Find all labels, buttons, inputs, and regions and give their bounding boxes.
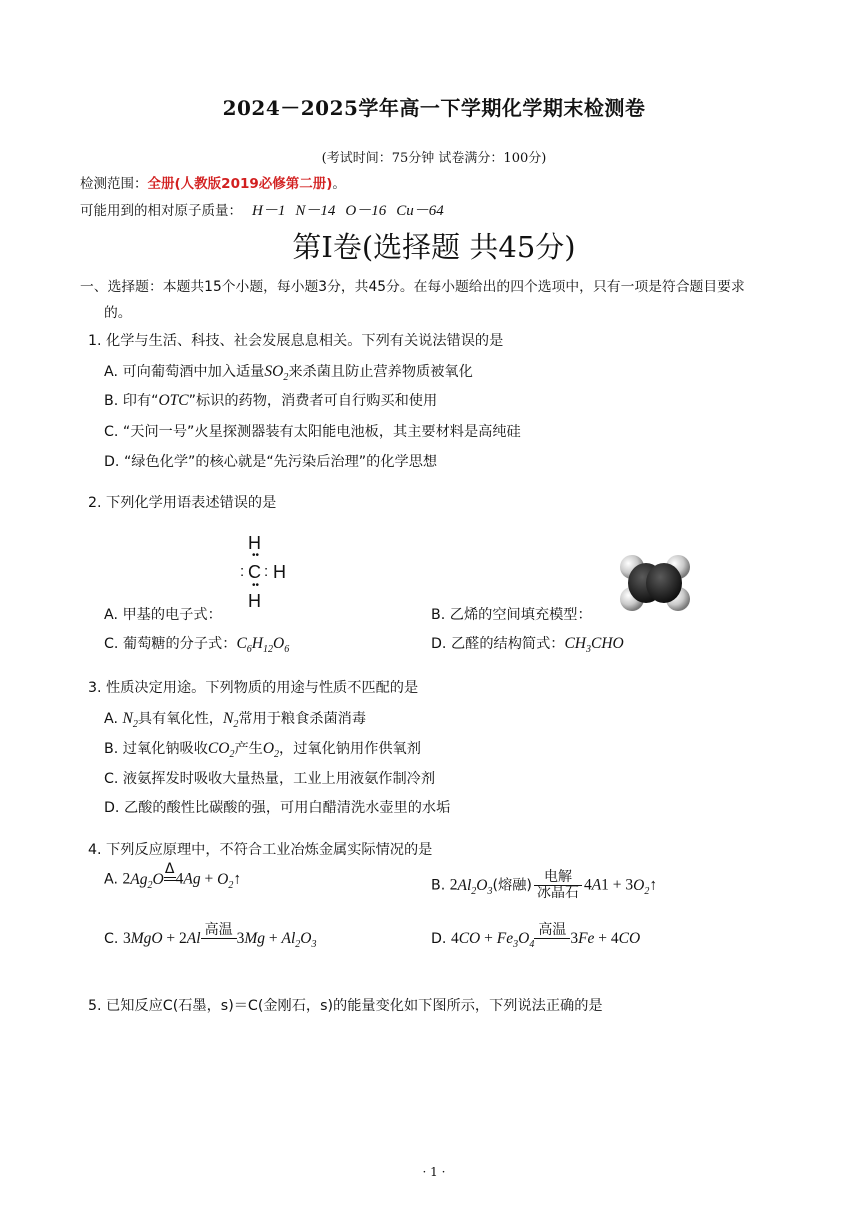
scope-value: 全册(人教版2019必修第二册)	[147, 176, 333, 192]
q4-b-molten: (熔融)	[492, 877, 532, 894]
section-instructions-cont: 的。	[104, 305, 132, 321]
lewis-dots-left: :	[240, 563, 245, 580]
q4-a-label: A.	[104, 871, 123, 888]
q1-option-c: C. “天问一号”火星探测器装有太阳能电池板，其主要材料是高纯硅	[104, 424, 521, 440]
q1-b-text: B. 印有“	[104, 393, 159, 409]
page-number: · 1 ·	[422, 1165, 446, 1179]
q4-stem: 4. 下列反应原理中，不符合工业冶炼金属实际情况的是	[88, 842, 433, 858]
cryolite-label: 冰晶石	[536, 885, 579, 901]
q3-stem: 3. 性质决定用途。下列物质的用途与性质不匹配的是	[88, 680, 419, 696]
q4-option-c: C. 3MgO + 2Al 高温 $3Mg + Al_2O_3$	[104, 922, 317, 951]
exam-subtitle: (考试时间：75分钟 试卷满分：100分)	[321, 151, 547, 166]
mass-o: O－16	[345, 203, 387, 219]
q3-option-d: D. 乙酸的酸性比碳酸的强，可用白醋清洗水壶里的水垢	[104, 800, 451, 816]
delta-symbol: Δ	[164, 861, 175, 877]
lewis-dots-bottom: ••	[252, 580, 260, 591]
scope-end: 。	[332, 176, 346, 192]
q4-c-label: C.	[104, 931, 123, 947]
q3-b-text: B. 过氧化钠吸收	[104, 741, 208, 757]
q3-option-c: C. 液氨挥发时吸收大量热量，工业上用液氨作制冷剂	[104, 771, 436, 787]
q1-option-a: A. 可向葡萄酒中加入适量$SO_2$来杀菌且防止营养物质被氧化	[104, 363, 473, 384]
mass-label: 可能用到的相对原子质量：	[80, 203, 242, 219]
part-title: 第I卷(选择题 共45分)	[292, 230, 576, 264]
q4-option-d: D. $4CO + Fe_3O_4$ 高温 3Fe + 4CO	[431, 922, 641, 951]
q1-a-text-end: 来杀菌且防止营养物质被氧化	[288, 364, 473, 380]
lewis-dots-right: :	[264, 563, 269, 580]
q1-b-otc: OTC	[158, 392, 189, 409]
scope-line	[80, 172, 346, 192]
mass-h: H－1	[252, 203, 286, 219]
lewis-h-bottom: H	[248, 591, 261, 611]
mass-cu: Cu－64	[396, 203, 444, 219]
section-instructions: 一、选择题：本题共15个小题，每小题3分，共45分。在每小题给出的四个选项中，只有一项是符合题目要求	[80, 279, 745, 295]
mass-n: N－14	[295, 203, 336, 219]
q2-option-c: C. 葡萄糖的分子式：$C_6H_{12}O_6$	[104, 635, 290, 656]
q2-option-a: A. 甲基的电子式：	[104, 607, 222, 623]
electrolysis-label: 电解	[543, 869, 572, 885]
q3-option-a: A. $N_2$具有氧化性，$N_2$常用于粮食杀菌消毒	[104, 710, 367, 731]
lewis-c: C	[248, 562, 261, 582]
q3-b-text-end: ，过氧化钠用作供氧剂	[279, 741, 421, 757]
methyl-lewis-structure	[238, 533, 308, 615]
q1-option-d: D. “绿色化学”的核心就是“先污染后治理”的化学思想	[104, 454, 438, 470]
q1-a-text: A. 可向葡萄酒中加入适量	[104, 364, 265, 380]
atomic-mass-line	[80, 199, 444, 220]
lewis-h-right: H	[273, 562, 286, 582]
high-temp-label: 高温	[204, 922, 233, 938]
q2-d-text: D. 乙醛的结构简式：	[431, 636, 565, 652]
q2-stem: 2. 下列化学用语表述错误的是	[88, 495, 277, 511]
lewis-dots-top: ••	[252, 550, 260, 561]
q3-a-text-end: 常用于粮食杀菌消毒	[238, 711, 367, 727]
q4-d-label: D.	[431, 931, 451, 947]
ethylene-space-filling-model	[612, 552, 698, 614]
q4-b-label: B.	[431, 877, 450, 894]
q1-stem: 1. 化学与生活、科技、社会发展息息相关。下列有关说法错误的是	[88, 333, 504, 349]
high-temp-label-2: 高温	[538, 922, 567, 938]
q3-b-mid: 产生	[234, 741, 263, 757]
q1-option-b	[104, 390, 437, 410]
q3-option-b: B. 过氧化钠吸收$CO_2$产生$O_2$，过氧化钠用作供氧剂	[104, 740, 421, 761]
exam-title: 2024－2025学年高一下学期化学期末检测卷	[222, 96, 646, 120]
q2-c-text: C. 葡萄糖的分子式：	[104, 636, 237, 652]
q2-option-b: B. 乙烯的空间填充模型：	[431, 607, 592, 623]
q4-option-a: A. $2Ag_2O$ Δ $4Ag + O_2↑$	[104, 861, 242, 891]
q2-option-d: D. 乙醛的结构简式：$CH_3CHO$	[431, 635, 624, 656]
q4-option-b: B. $2Al_2O_3$(熔融) 电解 冰晶石 $4A1 + 3O_2↑$	[431, 869, 658, 901]
lewis-h-top: H	[248, 533, 261, 553]
q5-stem: 5. 已知反应C(石墨，s)＝C(金刚石，s)的能量变化如下图所示，下列说法正确的是	[88, 998, 603, 1014]
q1-b-text-end: ”标识的药物，消费者可自行购买和使用	[188, 393, 438, 409]
scope-label: 检测范围：	[80, 176, 148, 192]
q3-a-text: 具有氧化性，	[137, 711, 223, 727]
